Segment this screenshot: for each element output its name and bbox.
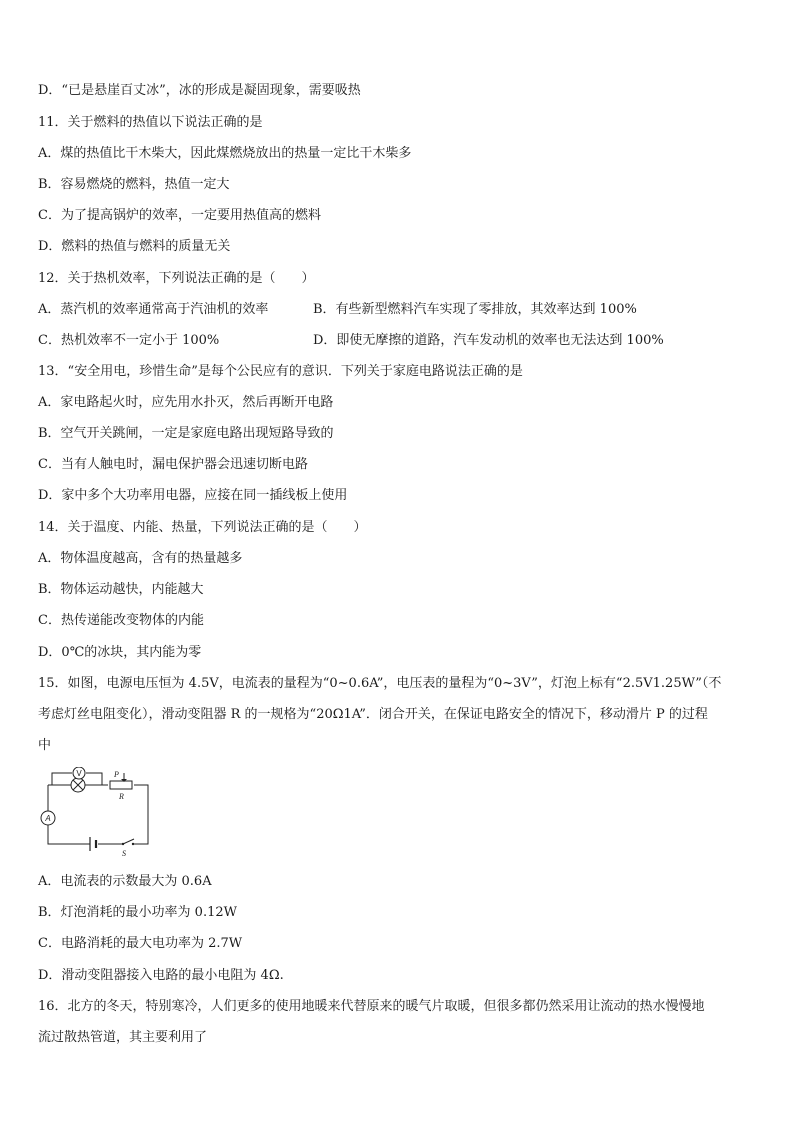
q15-option-c: C．电路消耗的最大电功率为 2.7W: [38, 936, 243, 951]
voltmeter-symbol: [73, 767, 85, 779]
switch-label: S: [122, 849, 126, 858]
ammeter-label: A: [45, 814, 51, 823]
rheostat-symbol: [110, 781, 132, 789]
switch-contact: [132, 843, 134, 845]
q12-stem: 12．关于热机效率，下列说法正确的是（ ）: [38, 271, 315, 286]
q12-option-c: C．热机效率不一定小于 100%: [38, 333, 220, 348]
q11-option-c: C．为了提高锅炉的效率，一定要用热值高的燃料: [38, 208, 321, 223]
q15-option-d: D．滑动变阻器接入电路的最小电阻为 4Ω.: [38, 968, 284, 983]
q13-stem: 13．“安全用电，珍惜生命”是每个公民应有的意识．下列关于家庭电路说法正确的是: [38, 364, 523, 379]
q16-stem-line1: 16．北方的冬天，特别寒冷，人们更多的使用地暖来代替原来的暖气片取暖，但很多都仍然采用让流动的热水慢慢地: [38, 999, 705, 1014]
circuit-diagram: [38, 767, 158, 859]
q11-option-d: D．燃料的热值与燃料的质量无关: [38, 239, 231, 254]
q14-option-d: D．0℃的冰块，其内能为零: [38, 645, 202, 660]
q12-option-a: A．蒸汽机的效率通常高于汽油机的效率: [38, 302, 269, 317]
switch-contact: [122, 843, 124, 845]
q12-option-d: D．即使无摩擦的道路，汽车发动机的效率也无法达到 100%: [313, 333, 664, 348]
q15-stem-line2: 考虑灯丝电阻变化），滑动变阻器 R 的一规格为“20Ω1A”．闭合开关，在保证电路安全的情况下，移动滑片 P 的过程: [38, 707, 708, 722]
q16-stem-line2: 流过散热管道，其主要利用了: [38, 1030, 208, 1045]
resistor-label: R: [119, 792, 124, 801]
q14-option-a: A．物体温度越高，含有的热量越多: [38, 551, 243, 566]
q15-stem-line1: 15．如图，电源电压恒为 4.5V，电流表的量程为“0~0.6A”，电压表的量程为“0~3V”，灯泡上标有“2.5V1.25W”（不: [38, 676, 722, 691]
q10-option-d: D．“已是悬崖百丈冰”，冰的形成是凝固现象，需要吸热: [38, 83, 361, 98]
q15-stem-line3: 中: [38, 738, 52, 753]
q14-option-c: C．热传递能改变物体的内能: [38, 613, 204, 628]
q11-option-a: A．煤的热值比干木柴大，因此煤燃烧放出的热量一定比干木柴多: [38, 146, 412, 161]
q13-option-a: A．家电路起火时，应先用水扑灭，然后再断开电路: [38, 395, 334, 410]
q13-option-b: B．空气开关跳闸，一定是家庭电路出现短路导致的: [38, 426, 334, 441]
q13-option-d: D．家中多个大功率用电器，应接在同一插线板上使用: [38, 488, 348, 503]
q15-option-a: A．电流表的示数最大为 0.6A: [38, 874, 212, 889]
q11-stem: 11．关于燃料的热值以下说法正确的是: [38, 115, 263, 130]
q12-option-b: B．有些新型燃料汽车实现了零排放，其效率达到 100%: [313, 302, 637, 317]
q13-option-c: C．当有人触电时，漏电保护器会迅速切断电路: [38, 457, 308, 472]
lamp-symbol: [71, 778, 85, 792]
q14-option-b: B．物体运动越快，内能越大: [38, 582, 204, 597]
q15-option-b: B．灯泡消耗的最小功率为 0.12W: [38, 905, 237, 920]
slider-label: P: [114, 770, 119, 779]
q11-option-b: B．容易燃烧的燃料，热值一定大: [38, 177, 230, 192]
ammeter-symbol: [41, 811, 55, 825]
q14-stem: 14．关于温度、内能、热量，下列说法正确的是（ ）: [38, 520, 367, 535]
voltmeter-label: V: [76, 769, 82, 778]
